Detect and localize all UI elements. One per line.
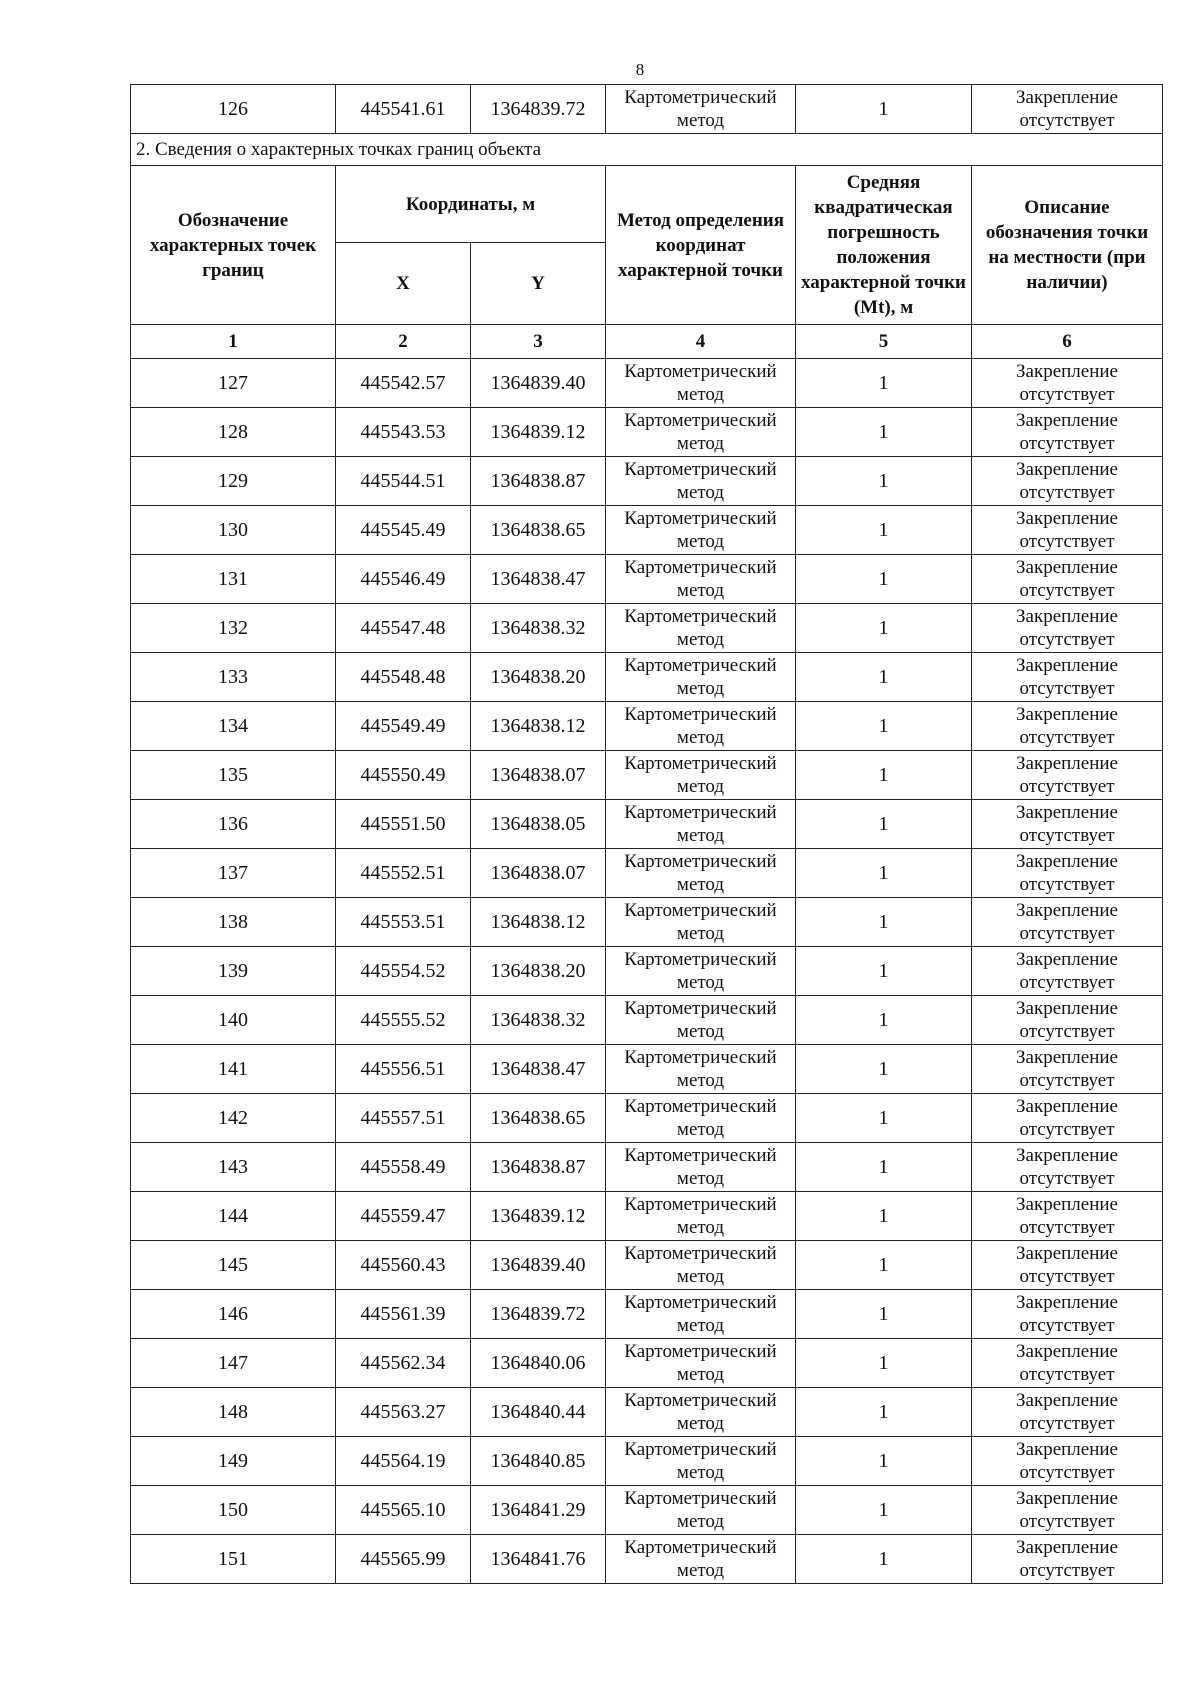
y-cell: 1364838.12	[471, 702, 606, 751]
method-cell: Картометрический метод	[606, 1535, 796, 1584]
description-cell: Закрепление отсутствует	[972, 457, 1163, 506]
table-row	[131, 1290, 1163, 1339]
table-row	[131, 1388, 1163, 1437]
description-cell: Закрепление отсутствует	[972, 85, 1163, 134]
y-cell: 1364838.07	[471, 849, 606, 898]
description-cell: Закрепление отсутствует	[972, 408, 1163, 457]
point-cell: 141	[131, 1045, 336, 1094]
description-cell: Закрепление отсутствует	[972, 506, 1163, 555]
y-cell: 1364841.29	[471, 1486, 606, 1535]
table-row	[131, 555, 1163, 604]
x-cell: 445543.53	[336, 408, 471, 457]
point-cell: 150	[131, 1486, 336, 1535]
description-cell: Закрепление отсутствует	[972, 1045, 1163, 1094]
table-row	[131, 898, 1163, 947]
column-number: 4	[606, 325, 796, 359]
point-cell: 126	[131, 85, 336, 134]
y-cell: 1364838.20	[471, 653, 606, 702]
description-cell: Закрепление отсутствует	[972, 947, 1163, 996]
description-cell: Закрепление отсутствует	[972, 359, 1163, 408]
y-cell: 1364838.47	[471, 1045, 606, 1094]
point-cell: 134	[131, 702, 336, 751]
column-number: 3	[471, 325, 606, 359]
point-cell: 139	[131, 947, 336, 996]
description-cell: Закрепление отсутствует	[972, 800, 1163, 849]
header-description: Описание обозначения точки на местности (при наличии)	[972, 166, 1163, 325]
table-row	[131, 1045, 1163, 1094]
table-row	[131, 849, 1163, 898]
error-cell: 1	[796, 653, 972, 702]
method-cell: Картометрический метод	[606, 1486, 796, 1535]
table-row	[131, 1486, 1163, 1535]
x-cell: 445546.49	[336, 555, 471, 604]
table-row	[131, 1094, 1163, 1143]
error-cell: 1	[796, 751, 972, 800]
table-row	[131, 506, 1163, 555]
point-cell: 143	[131, 1143, 336, 1192]
y-cell: 1364838.32	[471, 996, 606, 1045]
table-row	[131, 1437, 1163, 1486]
description-cell: Закрепление отсутствует	[972, 1094, 1163, 1143]
error-cell: 1	[796, 408, 972, 457]
y-cell: 1364839.40	[471, 359, 606, 408]
y-cell: 1364838.07	[471, 751, 606, 800]
y-cell: 1364838.12	[471, 898, 606, 947]
point-cell: 151	[131, 1535, 336, 1584]
y-cell: 1364839.72	[471, 1290, 606, 1339]
error-cell: 1	[796, 996, 972, 1045]
method-cell: Картометрический метод	[606, 506, 796, 555]
description-cell: Закрепление отсутствует	[972, 1290, 1163, 1339]
header-y: Y	[471, 243, 606, 325]
column-number: 2	[336, 325, 471, 359]
method-cell: Картометрический метод	[606, 1437, 796, 1486]
table-row	[131, 1535, 1163, 1584]
x-cell: 445547.48	[336, 604, 471, 653]
column-number: 5	[796, 325, 972, 359]
error-cell: 1	[796, 947, 972, 996]
x-cell: 445548.48	[336, 653, 471, 702]
description-cell: Закрепление отсутствует	[972, 1143, 1163, 1192]
x-cell: 445561.39	[336, 1290, 471, 1339]
point-cell: 131	[131, 555, 336, 604]
column-number-row	[131, 325, 1163, 359]
table-row	[131, 653, 1163, 702]
x-cell: 445550.49	[336, 751, 471, 800]
table-row	[131, 359, 1163, 408]
page-number: 8	[635, 60, 645, 79]
y-cell: 1364840.44	[471, 1388, 606, 1437]
error-cell: 1	[796, 359, 972, 408]
method-cell: Картометрический метод	[606, 457, 796, 506]
point-cell: 149	[131, 1437, 336, 1486]
error-cell: 1	[796, 800, 972, 849]
header-x: X	[336, 243, 471, 325]
method-cell: Картометрический метод	[606, 85, 796, 134]
error-cell: 1	[796, 1290, 972, 1339]
description-cell: Закрепление отсутствует	[972, 1241, 1163, 1290]
x-cell: 445560.43	[336, 1241, 471, 1290]
header-point-designation: Обозначение характерных точек границ	[131, 166, 336, 325]
section-title: 2. Сведения о характерных точках границ объекта	[131, 134, 1163, 166]
x-cell: 445565.10	[336, 1486, 471, 1535]
table-row	[131, 1339, 1163, 1388]
y-cell: 1364840.06	[471, 1339, 606, 1388]
method-cell: Картометрический метод	[606, 1388, 796, 1437]
header-error: Средняя квадратическая погрешность положения характерной точки (Mt), м	[796, 166, 972, 325]
column-number: 1	[131, 325, 336, 359]
point-cell: 142	[131, 1094, 336, 1143]
description-cell: Закрепление отсутствует	[972, 1437, 1163, 1486]
table-row	[131, 702, 1163, 751]
x-cell: 445545.49	[336, 506, 471, 555]
error-cell: 1	[796, 1094, 972, 1143]
x-cell: 445552.51	[336, 849, 471, 898]
table-row	[131, 408, 1163, 457]
point-cell: 148	[131, 1388, 336, 1437]
table-row	[131, 947, 1163, 996]
point-cell: 146	[131, 1290, 336, 1339]
point-cell: 147	[131, 1339, 336, 1388]
x-cell: 445542.57	[336, 359, 471, 408]
section-title-row	[131, 134, 1163, 166]
x-cell: 445553.51	[336, 898, 471, 947]
y-cell: 1364839.40	[471, 1241, 606, 1290]
y-cell: 1364839.12	[471, 408, 606, 457]
table-row	[131, 604, 1163, 653]
method-cell: Картометрический метод	[606, 1241, 796, 1290]
y-cell: 1364838.65	[471, 506, 606, 555]
header-coordinates: Координаты, м	[336, 166, 606, 243]
method-cell: Картометрический метод	[606, 408, 796, 457]
method-cell: Картометрический метод	[606, 702, 796, 751]
point-cell: 144	[131, 1192, 336, 1241]
x-cell: 445559.47	[336, 1192, 471, 1241]
description-cell: Закрепление отсутствует	[972, 751, 1163, 800]
y-cell: 1364838.47	[471, 555, 606, 604]
error-cell: 1	[796, 1339, 972, 1388]
point-cell: 132	[131, 604, 336, 653]
point-cell: 145	[131, 1241, 336, 1290]
method-cell: Картометрический метод	[606, 1094, 796, 1143]
point-cell: 137	[131, 849, 336, 898]
error-cell: 1	[796, 1535, 972, 1584]
error-cell: 1	[796, 604, 972, 653]
table-row	[131, 800, 1163, 849]
y-cell: 1364838.05	[471, 800, 606, 849]
method-cell: Картометрический метод	[606, 898, 796, 947]
method-cell: Картометрический метод	[606, 1290, 796, 1339]
x-cell: 445565.99	[336, 1535, 471, 1584]
error-cell: 1	[796, 898, 972, 947]
method-cell: Картометрический метод	[606, 996, 796, 1045]
point-cell: 128	[131, 408, 336, 457]
table-row	[131, 457, 1163, 506]
method-cell: Картометрический метод	[606, 751, 796, 800]
y-cell: 1364839.72	[471, 85, 606, 134]
error-cell: 1	[796, 1437, 972, 1486]
y-cell: 1364838.32	[471, 604, 606, 653]
method-cell: Картометрический метод	[606, 1045, 796, 1094]
method-cell: Картометрический метод	[606, 800, 796, 849]
error-cell: 1	[796, 1192, 972, 1241]
table-row	[131, 1143, 1163, 1192]
table-row	[131, 996, 1163, 1045]
header-method: Метод определения координат характерной точки	[606, 166, 796, 325]
error-cell: 1	[796, 85, 972, 134]
error-cell: 1	[796, 1241, 972, 1290]
description-cell: Закрепление отсутствует	[972, 898, 1163, 947]
error-cell: 1	[796, 1045, 972, 1094]
boundary-points-table	[130, 84, 1163, 1584]
column-number: 6	[972, 325, 1163, 359]
method-cell: Картометрический метод	[606, 653, 796, 702]
table-row	[131, 751, 1163, 800]
description-cell: Закрепление отсутствует	[972, 849, 1163, 898]
description-cell: Закрепление отсутствует	[972, 1486, 1163, 1535]
y-cell: 1364841.76	[471, 1535, 606, 1584]
y-cell: 1364839.12	[471, 1192, 606, 1241]
point-cell: 133	[131, 653, 336, 702]
error-cell: 1	[796, 702, 972, 751]
method-cell: Картометрический метод	[606, 359, 796, 408]
x-cell: 445541.61	[336, 85, 471, 134]
x-cell: 445554.52	[336, 947, 471, 996]
error-cell: 1	[796, 506, 972, 555]
x-cell: 445558.49	[336, 1143, 471, 1192]
method-cell: Картометрический метод	[606, 1192, 796, 1241]
y-cell: 1364838.65	[471, 1094, 606, 1143]
description-cell: Закрепление отсутствует	[972, 555, 1163, 604]
x-cell: 445549.49	[336, 702, 471, 751]
table-row-first	[131, 85, 1163, 134]
x-cell: 445563.27	[336, 1388, 471, 1437]
description-cell: Закрепление отсутствует	[972, 604, 1163, 653]
description-cell: Закрепление отсутствует	[972, 996, 1163, 1045]
table-row	[131, 1241, 1163, 1290]
method-cell: Картометрический метод	[606, 947, 796, 996]
y-cell: 1364840.85	[471, 1437, 606, 1486]
point-cell: 135	[131, 751, 336, 800]
point-cell: 127	[131, 359, 336, 408]
method-cell: Картометрический метод	[606, 1143, 796, 1192]
point-cell: 129	[131, 457, 336, 506]
description-cell: Закрепление отсутствует	[972, 1192, 1163, 1241]
error-cell: 1	[796, 555, 972, 604]
point-cell: 140	[131, 996, 336, 1045]
method-cell: Картометрический метод	[606, 849, 796, 898]
error-cell: 1	[796, 1486, 972, 1535]
x-cell: 445562.34	[336, 1339, 471, 1388]
point-cell: 136	[131, 800, 336, 849]
header-row-top	[131, 166, 1163, 243]
description-cell: Закрепление отсутствует	[972, 653, 1163, 702]
y-cell: 1364838.20	[471, 947, 606, 996]
table-row	[131, 1192, 1163, 1241]
y-cell: 1364838.87	[471, 457, 606, 506]
description-cell: Закрепление отсутствует	[972, 1339, 1163, 1388]
error-cell: 1	[796, 1388, 972, 1437]
x-cell: 445556.51	[336, 1045, 471, 1094]
description-cell: Закрепление отсутствует	[972, 1535, 1163, 1584]
description-cell: Закрепление отсутствует	[972, 702, 1163, 751]
x-cell: 445551.50	[336, 800, 471, 849]
x-cell: 445544.51	[336, 457, 471, 506]
error-cell: 1	[796, 457, 972, 506]
x-cell: 445564.19	[336, 1437, 471, 1486]
x-cell: 445555.52	[336, 996, 471, 1045]
point-cell: 130	[131, 506, 336, 555]
point-cell: 138	[131, 898, 336, 947]
method-cell: Картометрический метод	[606, 555, 796, 604]
method-cell: Картометрический метод	[606, 1339, 796, 1388]
description-cell: Закрепление отсутствует	[972, 1388, 1163, 1437]
error-cell: 1	[796, 849, 972, 898]
method-cell: Картометрический метод	[606, 604, 796, 653]
error-cell: 1	[796, 1143, 972, 1192]
y-cell: 1364838.87	[471, 1143, 606, 1192]
x-cell: 445557.51	[336, 1094, 471, 1143]
